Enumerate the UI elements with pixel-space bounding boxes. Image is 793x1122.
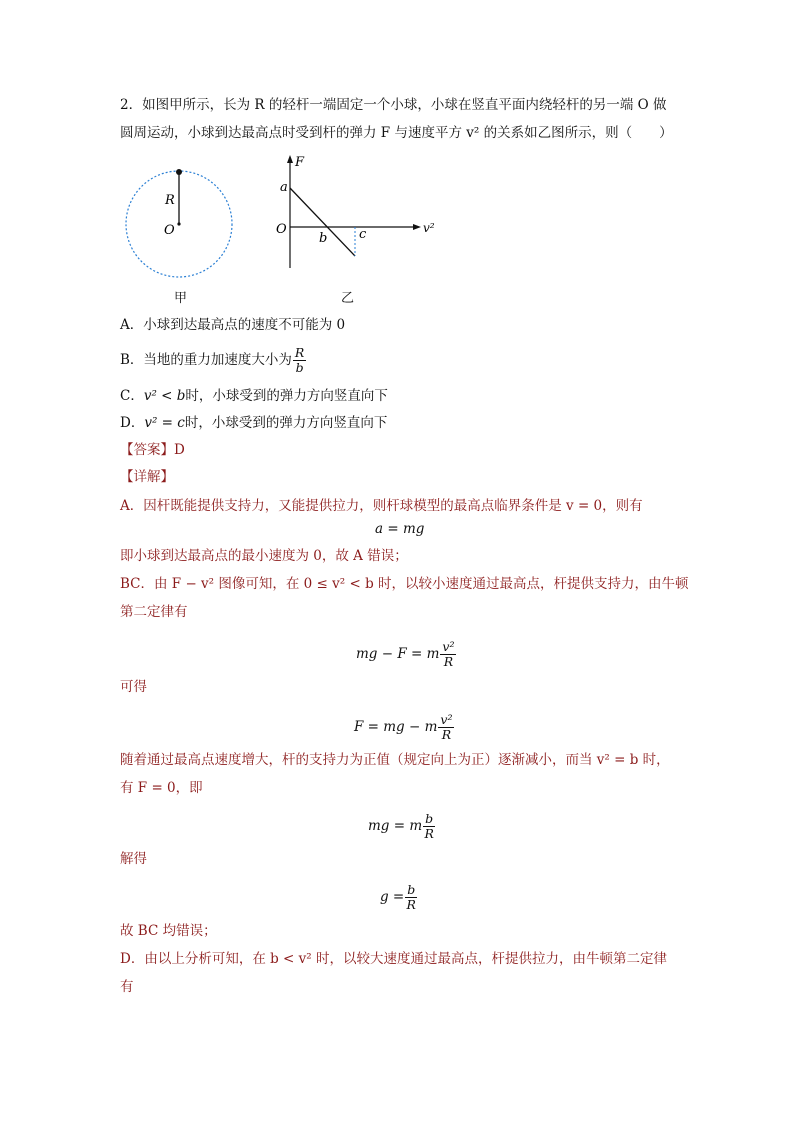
option-B-fraction: $\frac{R}{b}$ (294, 345, 305, 375)
solution-BC-line-3: 随着通过最高点速度增大，杆的支持力为正值（规定向上为正）逐渐减小，而当 v² = b 时， (120, 752, 670, 768)
question-line-2: 圆周运动，小球到达最高点时受到杆的弹力 F 与速度平方 v² 的关系如乙图所示，则（ ） (120, 125, 673, 141)
point-b-label: b (319, 231, 328, 246)
solution-A-conclusion: 即小球到达最高点的最小速度为 0，故 A 错误； (120, 548, 408, 564)
option-D-expr: v² = c (144, 415, 185, 431)
v2-axis-arrow (413, 224, 421, 230)
option-C: C．v² < b时，小球受到的弹力方向竖直向下 (120, 388, 388, 404)
question-line-1: 2．如图甲所示，长为 R 的轻杆一端固定一个小球，小球在竖直平面内绕轻杆的另一端 O 做 (120, 97, 667, 113)
pivot (177, 222, 180, 225)
solution-D-line-2: 有 (120, 979, 134, 995)
figure-yi (268, 150, 438, 275)
solution-BC-line-2: 第二定律有 (120, 604, 188, 620)
option-B (120, 346, 307, 375)
circle-R-label: R (165, 193, 175, 208)
figure-yi-label: 乙 (341, 291, 355, 306)
option-D: D．v² = c时，小球受到的弹力方向竖直向下 (120, 415, 388, 431)
answer-label: 【答案】D (120, 442, 185, 458)
solution-BC-line-1: BC．由 F − v² 图像可知，在 0 ≤ v² < b 时，以较小速度通过最高点，杆提供支持力，由牛顿 (120, 576, 689, 592)
axis-F-label: F (295, 155, 305, 170)
equation-3: F = mg − m $\frac{\text{v²}}{R}$ (354, 712, 453, 742)
ball (176, 169, 182, 175)
circle-O-label: O (164, 223, 175, 238)
equation-4: mg = m $\frac{b}{R}$ (368, 811, 434, 841)
axis-v2-label: v² (423, 221, 435, 235)
point-a-label: a (280, 180, 288, 195)
equation-1: a = mg (375, 521, 425, 537)
option-A: A．小球到达最高点的速度不可能为 0 (120, 317, 346, 333)
option-B-text: B．当地的重力加速度大小为 (120, 352, 292, 368)
kede-text: 可得 (120, 679, 147, 695)
equation-2: mg − F = m $\frac{\text{v²}}{R}$ (356, 639, 455, 669)
detail-label: 【详解】 (120, 469, 174, 485)
solution-BC-conclusion: 故 BC 均错误； (120, 923, 217, 939)
equation-5: g = $\frac{b}{R}$ (380, 882, 416, 912)
origin-O-label: O (276, 222, 287, 237)
solution-A-line: A．因杆既能提供支持力，又能提供拉力，则杆球模型的最高点临界条件是 v = 0，则有 (120, 498, 643, 514)
jiede-text: 解得 (120, 851, 147, 867)
point-c-label: c (359, 227, 367, 242)
F-axis-arrow (287, 155, 293, 163)
figure-jia-label: 甲 (174, 291, 188, 306)
option-C-expr: v² < b (143, 388, 186, 404)
solution-BC-line-4: 有 F = 0，即 (120, 780, 203, 796)
figure-jia (120, 160, 245, 280)
solution-D-line-1: D．由以上分析可知，在 b < v² 时，以较大速度通过最高点，杆提供拉力，由牛顿第二定律 (120, 951, 667, 967)
